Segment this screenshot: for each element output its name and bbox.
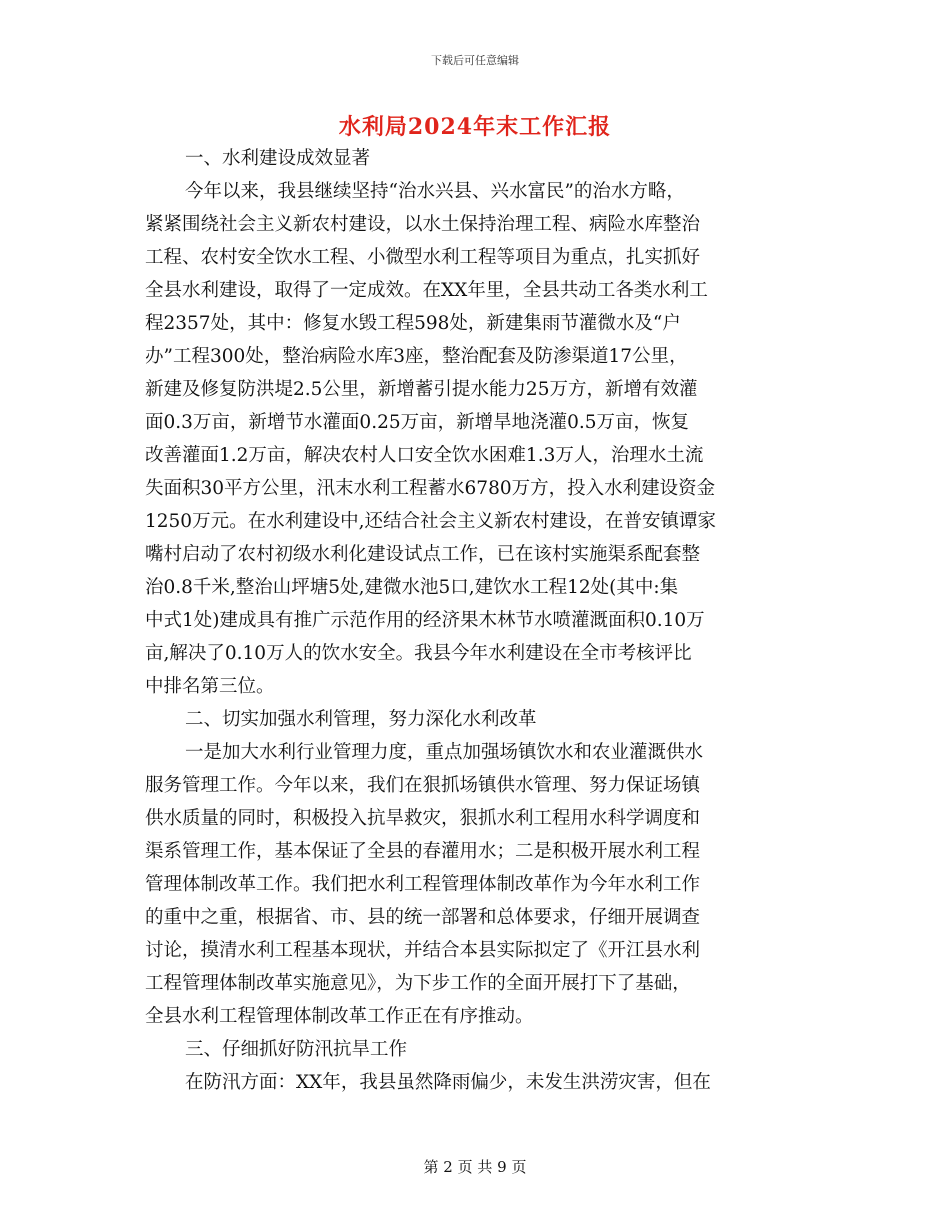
paragraph-line: 亩,解决了0.10万人的饮水安全。我县今年水利建设在全市考核评比 [145,643,692,664]
paragraph-line: 渠系管理工作，基本保证了全县的春灌用水；二是积极开展水利工程 [145,841,701,862]
paragraph-line: 工程管理体制改革实施意见》，为下步工作的全面开展打下了基础， [145,973,691,994]
paragraph-line: 治0.8千米,整治山坪塘5处,建微水池5口,建饮水工程12处(其中:集 [145,577,679,598]
paragraph-line: 讨论，摸清水利工程基本现状，并结合本县实际拟定了《开江县水利 [145,940,701,961]
paragraph-line: 程2357处，其中：修复水毁工程598处，新建集雨节灌微水及“户 [145,313,681,334]
page-number: 第 2 页 共 9 页 [423,1158,527,1176]
section-heading-3: 三、仔细抓好防汛抗旱工作 [185,1039,408,1060]
paragraph-line: 中式1处)建成具有推广示范作用的经济果木林节水喷灌溉面积0.10万 [145,610,705,631]
paragraph-line: 1250万元。在水利建设中,还结合社会主义新农村建设，在普安镇谭家 [145,511,716,532]
document-body [145,142,805,1099]
paragraph-line: 嘴村启动了农村初级水利化建设试点工作，已在该村实施渠系配套整 [145,544,701,565]
document-title: 水利局2024年末工作汇报 [338,114,612,140]
section-heading-1: 一、水利建设成效显著 [185,148,371,169]
paragraph-line: 的重中之重，根据省、市、县的统一部署和总体要求，仔细开展调查 [145,907,701,928]
paragraph-line: 一是加大水利行业管理力度，重点加强场镇饮水和农业灌溉供水 [185,742,704,763]
paragraph-line: 办”工程300处，整治病险水库3座，整治配套及防渗渠道17公里， [145,346,688,367]
paragraph-line: 服务管理工作。今年以来，我们在狠抓场镇供水管理、努力保证场镇 [145,775,701,796]
paragraph-line: 供水质量的同时，积极投入抗旱救灾，狠抓水利工程用水科学调度和 [145,808,701,829]
paragraph-line: 管理体制改革工作。我们把水利工程管理体制改革作为今年水利工作 [145,874,701,895]
paragraph-line: 工程、农村安全饮水工程、小微型水利工程等项目为重点，扎实抓好 [145,247,701,268]
header-note: 下载后可任意编辑 [431,54,519,67]
paragraph-line: 新建及修复防洪堤2.5公里，新增蓄引提水能力25万方，新增有效灌 [145,379,698,400]
paragraph-line: 紧紧围绕社会主义新农村建设，以水土保持治理工程、病险水库整治 [145,214,701,235]
paragraph-line: 中排名第三位。 [145,676,275,697]
paragraph-line: 面0.3万亩，新增节水灌面0.25万亩，新增旱地浇灌0.5万亩，恢复 [145,412,690,433]
paragraph-line: 全县水利工程管理体制改革工作正在有序推动。 [145,1006,534,1027]
paragraph-line: 失面积30平方公里，汛末水利工程蓄水6780万方，投入水利建设资金 [145,478,716,499]
section-heading-2: 二、切实加强水利管理，努力深化水利改革 [185,709,537,730]
paragraph-line: 今年以来，我县继续坚持“治水兴县、兴水富民”的治水方略， [185,181,685,202]
paragraph-line: 全县水利建设，取得了一定成效。在XX年里，全县共动工各类水利工 [145,280,708,301]
paragraph-line: 改善灌面1.2万亩，解决农村人口安全饮水困难1.3万人，治理水土流 [145,445,704,466]
paragraph-line: 在防汛方面：XX年，我县虽然降雨偏少，未发生洪涝灾害，但在 [185,1072,711,1093]
